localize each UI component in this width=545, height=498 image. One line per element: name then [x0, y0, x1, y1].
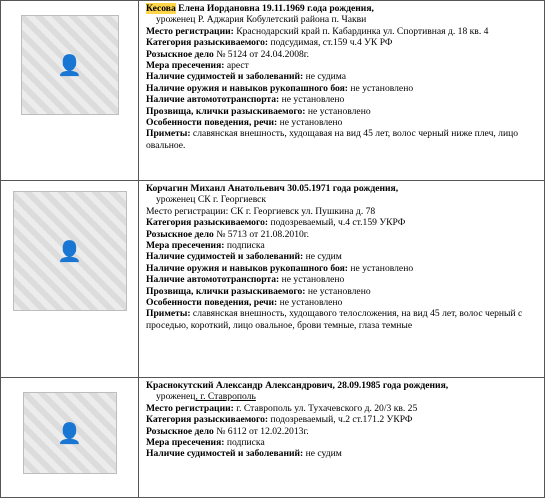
name-highlight: Кесова: [146, 3, 176, 14]
field-convictions: Наличие судимостей и заболеваний: не судим: [146, 448, 342, 460]
field-case: Розыскное дело № 6112 от 12.02.2013г.: [146, 425, 309, 437]
origin: уроженец, г. Ставрополь: [156, 391, 256, 403]
record-text: [139, 181, 545, 378]
field-restraint: Мера пресечения: подписка: [146, 240, 265, 252]
field-vehicles: Наличие автомототранспорта: не установлено: [146, 94, 345, 106]
field-weapons: Наличие оружия и навыков рукопашного боя: не установлено: [146, 82, 414, 94]
portrait-placeholder-icon: 👤: [57, 239, 82, 263]
person-name: Корчагин Михаил Анатольевич 30.05.1971 года рождения,: [146, 183, 399, 194]
photo-cell: [1, 1, 139, 181]
field-vehicles: Наличие автомототранспорта: не установлено: [146, 274, 345, 286]
portrait-placeholder: [23, 392, 117, 474]
field-behavior: Особенности поведения, речи: не установлено: [146, 297, 343, 309]
portrait-placeholder-icon: 👤: [57, 53, 82, 77]
photo-cell: [1, 378, 139, 498]
field-restraint: Мера пресечения: подписка: [146, 437, 265, 449]
field-weapons: Наличие оружия и навыков рукопашного боя: не установлено: [146, 262, 414, 274]
record-row: [1, 1, 545, 181]
origin: уроженец Р. Аджария Кобулетский района п. Чакви: [156, 14, 367, 26]
person-name: Краснокутский Александр Александрович, 28.09.1985 года рождения,: [146, 380, 449, 391]
field-convictions: Наличие судимостей и заболеваний: не судима: [146, 71, 347, 83]
portrait-placeholder-icon: 👤: [57, 421, 82, 445]
field-restraint: Мера пресечения: арест: [146, 60, 249, 72]
record-text: [139, 378, 545, 498]
photo-cell: [1, 181, 139, 378]
field-nicknames: Прозвища, клички разыскиваемого: не установлено: [146, 285, 371, 297]
field-features: Приметы: славянская внешность, худощавого телосложения, на вид 45 лет, волос черный с проседью, короткий, лицо овальное, брови темные, глаза темные: [146, 308, 523, 331]
origin: уроженец СК г. Георгиевск: [156, 194, 267, 206]
record-row: [1, 378, 545, 498]
field-category: Категория разыскиваемого: подсудимая, ст.159 ч.4 УК РФ: [146, 37, 393, 49]
field-convictions: Наличие судимостей и заболеваний: не судим: [146, 251, 342, 263]
field-registration: Место регистрации: Краснодарский край п. Кабардинка ул. Спортивная д. 18 кв. 4: [146, 25, 489, 37]
field-nicknames: Прозвища, клички разыскиваемого: не установлено: [146, 105, 371, 117]
field-category: Категория разыскиваемого: подозреваемый, ч.2 ст.171.2 УКРФ: [146, 414, 413, 426]
portrait-placeholder: [13, 191, 127, 311]
record-row: [1, 181, 545, 378]
field-registration: Место регистрации: СК г. Георгиевск ул. Пушкина д. 78: [146, 205, 376, 217]
field-registration: Место регистрации: г. Ставрополь ул. Тухачевского д. 20/3 кв. 25: [146, 402, 418, 414]
field-behavior: Особенности поведения, речи: не установлено: [146, 117, 343, 129]
field-case: Розыскное дело № 5713 от 21.08.2010г.: [146, 228, 310, 240]
portrait-placeholder: [21, 15, 119, 115]
field-features: Приметы: славянская внешность, худощавая на вид 45 лет, волос черный ниже плеч, лицо овальное.: [146, 128, 519, 151]
record-text: [139, 1, 545, 181]
person-name: Кесова Елена Иордановна 19.11.1969 г.ода рождения,: [146, 3, 374, 14]
field-category: Категория разыскиваемого: подозреваемый, ч.4 ст.159 УКРФ: [146, 217, 406, 229]
field-case: Розыскное дело № 5124 от 24.04.2008г.: [146, 48, 310, 60]
